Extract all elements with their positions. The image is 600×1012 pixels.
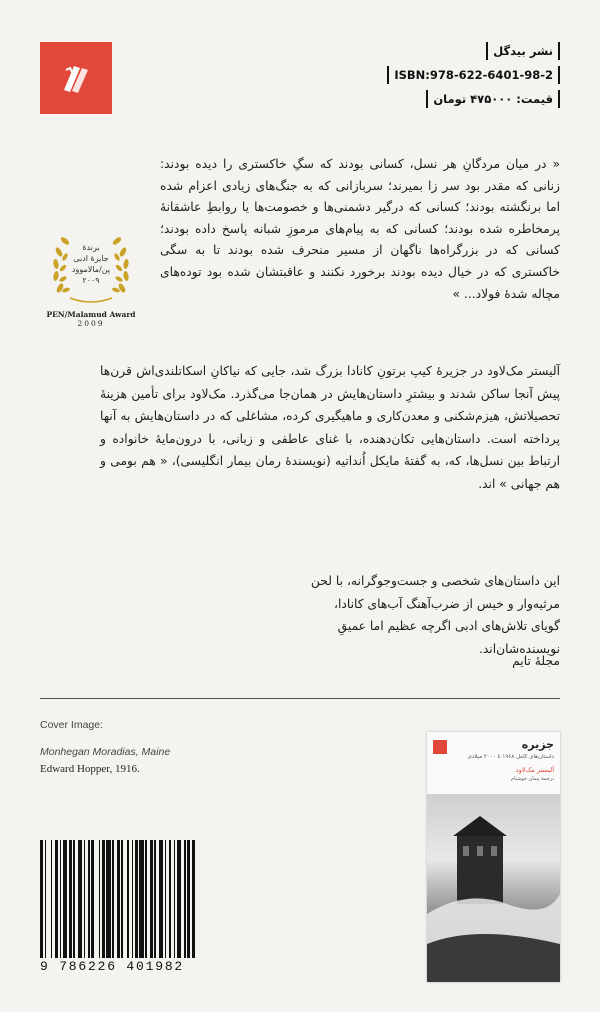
thumbnail-translator: ترجمهٔ پیمان خوشنام (511, 776, 554, 782)
thumbnail-author: آلیستر مک‌لاود (515, 766, 554, 774)
thumbnail-logo (433, 740, 447, 754)
barcode-digits: 9 786226 401982 (40, 959, 185, 974)
award-line-3: پن/مالاموود (71, 265, 111, 274)
house-on-rocks-image (427, 794, 560, 982)
publisher-name: نشر بیدگل (486, 42, 560, 60)
award-english-name: PEN/Malamud Award (46, 310, 136, 319)
cover-painting-title: Monhegan Moradias, Maine (40, 746, 171, 758)
barcode-bar (192, 840, 195, 958)
thumbnail-title: جزیره (521, 738, 554, 751)
review-quote: این داستان‌های شخصی و جست‌وجوگرانه، با لحن مرثیه‌وار و خیس از ضرب‌آهنگ آب‌های کانادا، گویای تلاش‌های ادبی اگرچه عظیم اما عمیقِ نویسنده‌شان‌اند. (310, 574, 560, 656)
award-badge (34, 226, 148, 328)
publisher-info (387, 42, 560, 114)
cover-credit-label: Cover Image: (40, 719, 104, 731)
price: قیمت: ۴۷۵۰۰۰ تومان (426, 90, 560, 108)
award-text (48, 242, 134, 286)
barcode (40, 840, 236, 976)
cover-credit (40, 716, 170, 776)
divider (40, 698, 560, 699)
award-line-2: جایزهٔ ادبی (73, 254, 109, 263)
cover-painting-artist: Edward Hopper, 1916. (40, 763, 140, 775)
thumbnail-subtitle: داستان‌های کامل ۱۹۶۸ تا ۲۰۰۰ میلادی (467, 754, 554, 760)
award-line-4: ۲۰۰۹ (82, 276, 100, 285)
thumbnail-painting (427, 794, 560, 982)
review-source: مجلهٔ تایم (512, 654, 560, 668)
award-english-year: 2009 (77, 319, 105, 328)
author-bio: آلیستر مک‌لاود در جزیرهٔ کیپ برتونِ کانادا بزرگ شد، جایی که نیاکانِ اسکاتلندی‌اش قرن‌ها پیش آنجا ساکن شدند و بیشترِ داستان‌هایش در همان‌جا می‌گذرد. مک‌لاود برای تأمین هزینهٔ تحصیلاتش، هیزم‌شکنی و معدن‌کاری و ماهیگیری کرده، مشاغلی که در داستان‌هایش به آنها پرداخته است. داستان‌هایی تکان‌دهنده، با غنای عاطفی و زبانی، با درون‌مایهٔ خانواده و ارتباط بین نسل‌ها، که، به گفتهٔ مایکل اُنداتیه (نویسندهٔ رمان بیمار انگلیسی)، « هم بومی و هم جهانی » اند. (100, 364, 560, 491)
laurel-wreath (48, 226, 134, 308)
excerpt-quote: « در میان مردگانِ هر نسل، کسانی بودند که سگِ خاکستری را دیده بودند: زنانی که مقدر بود سر زا بمیرند؛ سربازانی که به جنگ‌های زیادی اعزام شده اما برنگشته بودند؛ کسانی که درگیر دشمنی‌ها و خصومت‌ها یا روابطِ عاشقانهٔ پرمخاطره شده بودند؛ کسانی که به پیام‌های مرموزِ شبانه پاسخ داده بودند؛ کسانی که در بزرگراه‌ها ناگهان از مسیر منحرف شده بودند تا به سگی خاکستری که در خیال دیده بودند برخورد نکنند و عاقبتشان شده بود توده‌های مچاله شدهٔ فولاد... » (160, 157, 560, 301)
barcode-bars (40, 840, 236, 958)
publisher-logo (40, 42, 112, 114)
cover-thumbnail (427, 732, 560, 982)
book-stack-icon (56, 58, 96, 98)
award-line-1: برندهٔ (82, 243, 100, 252)
isbn: ISBN:978-622-6401-98-2 (387, 66, 560, 84)
